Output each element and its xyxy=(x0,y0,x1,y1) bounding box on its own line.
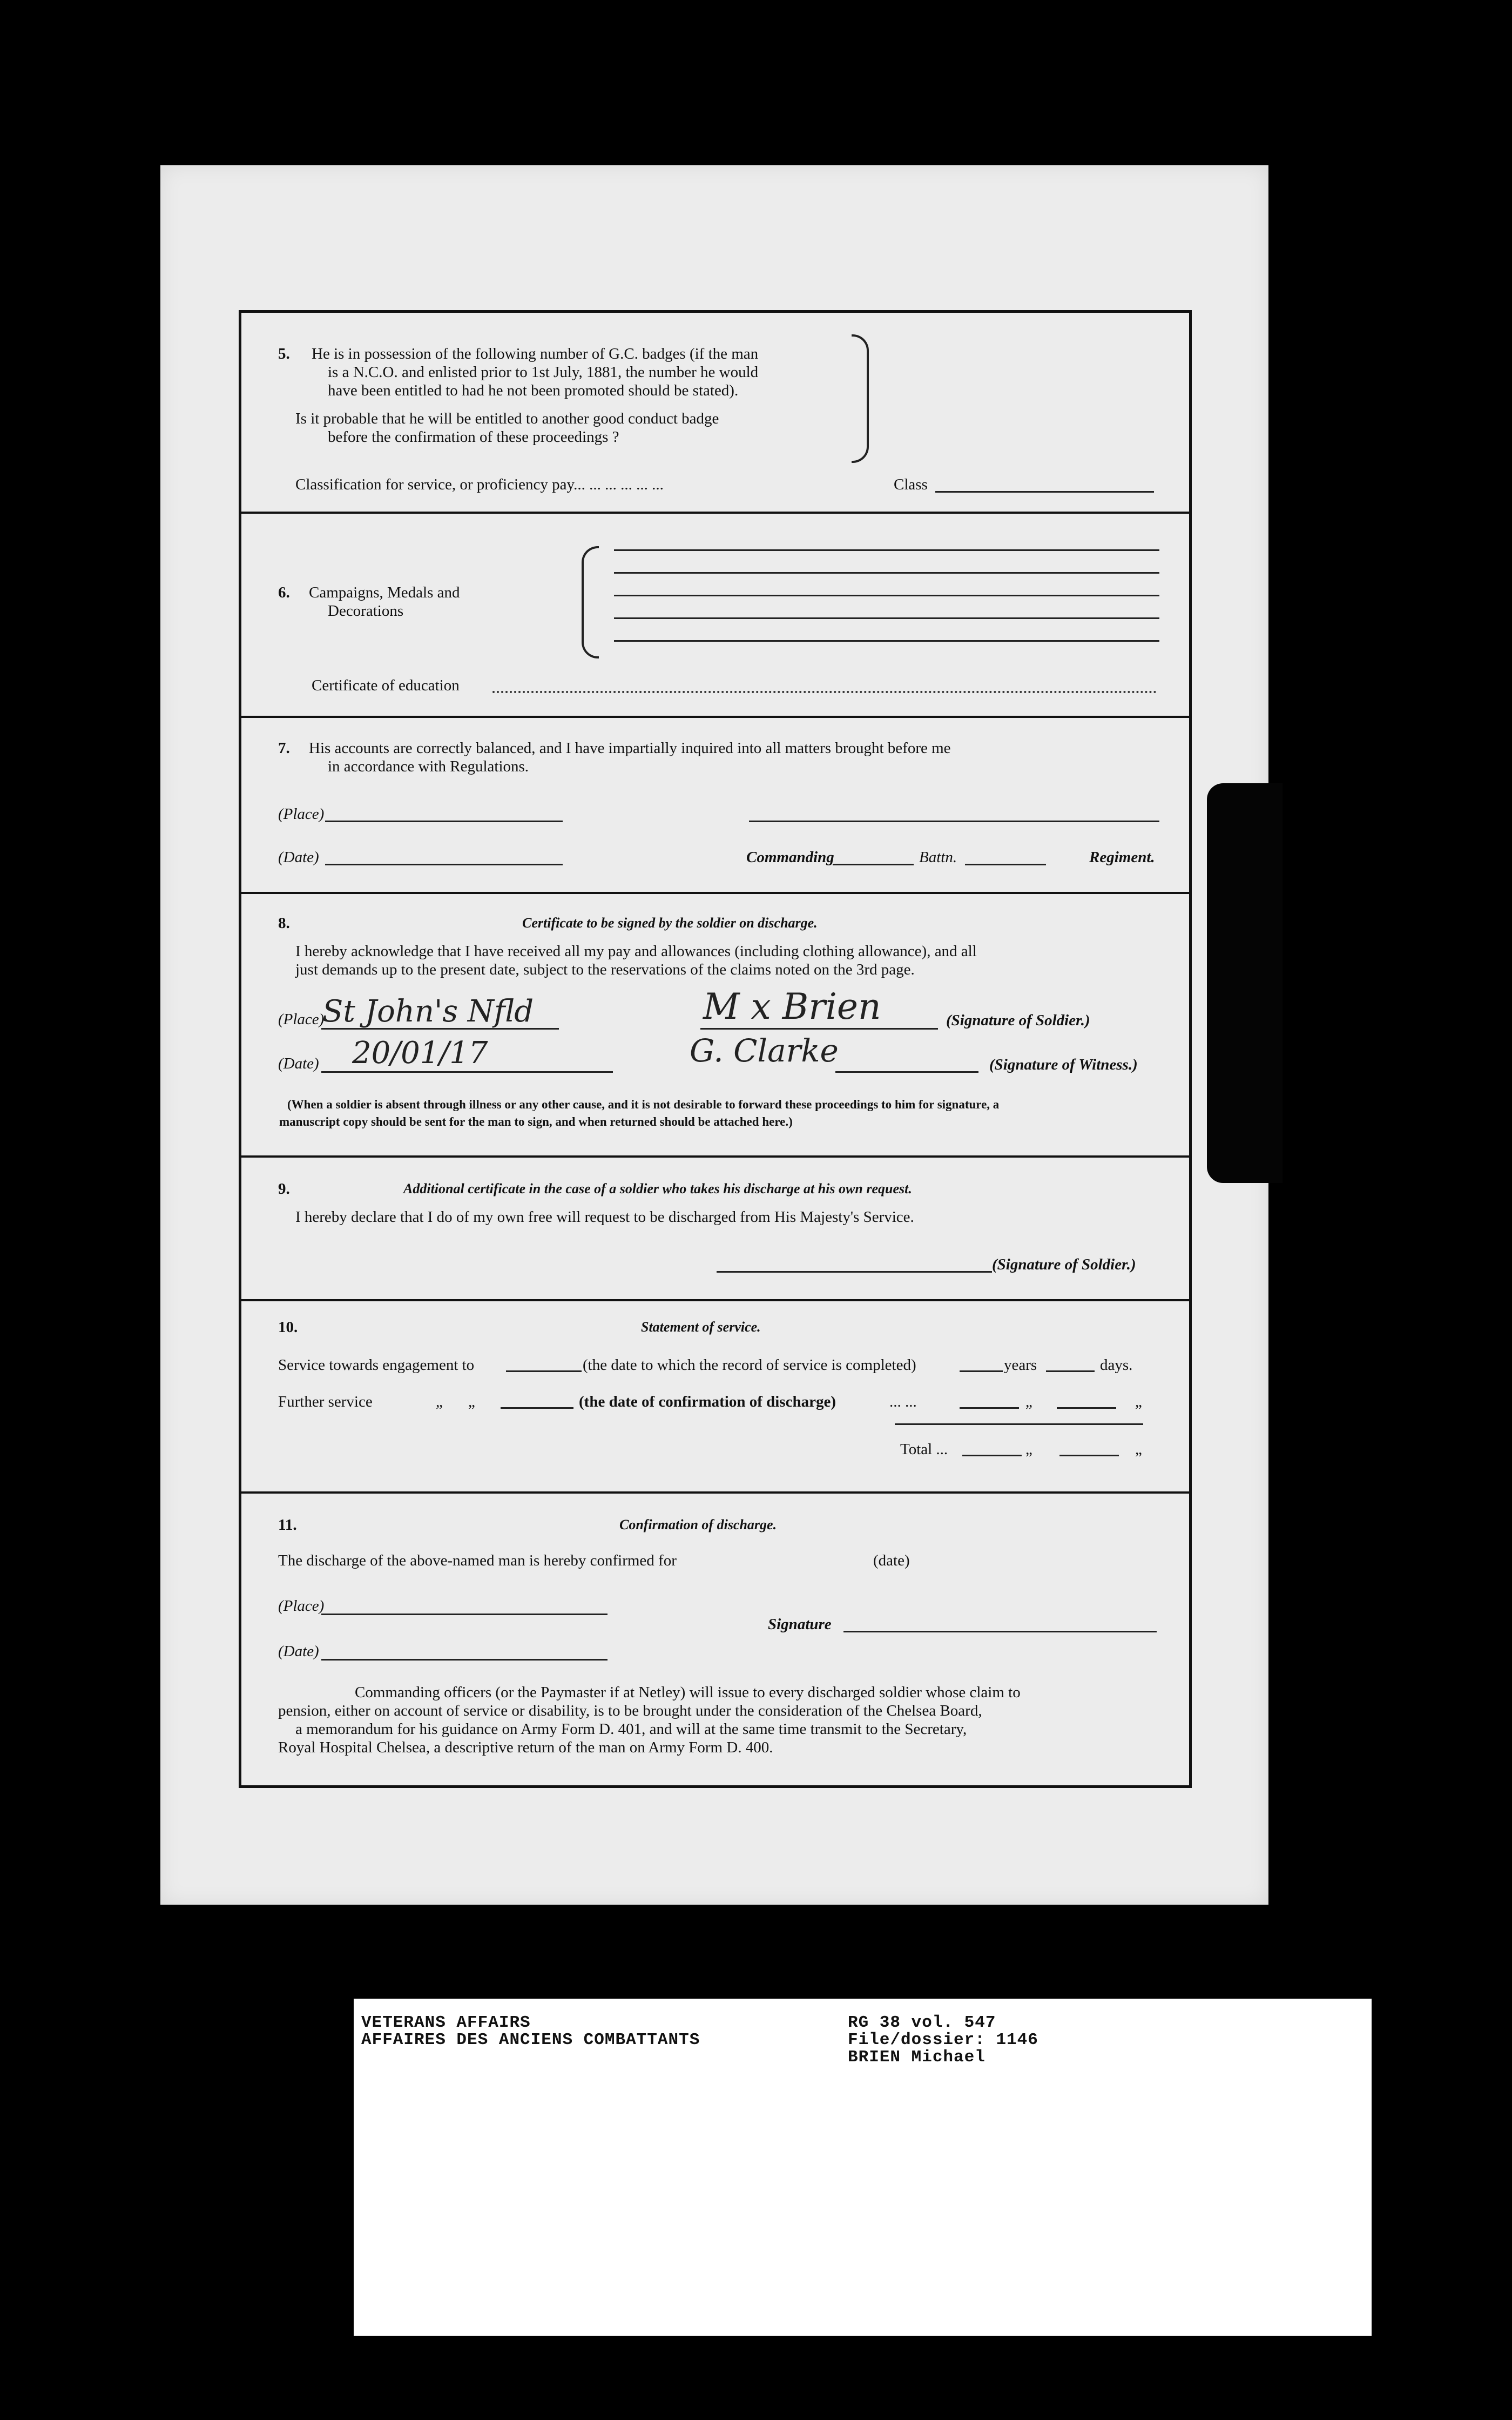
commanding-sig-line xyxy=(749,821,1159,822)
signature-label: Signature xyxy=(768,1616,832,1633)
commanding-label: Commanding xyxy=(746,849,834,866)
section-9 xyxy=(241,1158,1189,1301)
campaign-line-1 xyxy=(614,549,1159,551)
label-ref-volume: RG 38 vol. 547 xyxy=(848,2013,996,2032)
battn-line xyxy=(965,864,1046,865)
years-label: years xyxy=(1004,1356,1037,1374)
section-5-text-5: before the confirmation of these proceedings ? xyxy=(328,428,619,446)
ditto-4: „ xyxy=(1135,1393,1142,1410)
witness-sig-label: (Signature of Witness.) xyxy=(989,1056,1138,1073)
total-days-line xyxy=(1059,1455,1119,1456)
place-handwritten: St John's Nfld xyxy=(322,994,534,1029)
section-6-number: 6. xyxy=(278,584,290,601)
section-8-text-1: I hereby acknowledge that I have received all my pay and allowances (including clothing allowance), and all xyxy=(295,943,977,960)
note-line-2: pension, either on account of service or disability, is to be brought under the consideration of the Chelsea Board, xyxy=(278,1702,982,1719)
service-engagement-label: Service towards engagement to xyxy=(278,1356,475,1374)
section-8-text-2: just demands up to the present date, subject to the reservations of the claims noted on the 3rd page. xyxy=(295,961,915,978)
education-label: Certificate of education xyxy=(312,677,460,694)
section-8-note-2: manuscript copy should be sent for the man to sign, and when returned should be attached here.) xyxy=(279,1115,793,1128)
section-9-sig-label: (Signature of Soldier.) xyxy=(992,1256,1136,1273)
section-5 xyxy=(241,313,1189,514)
discharge-form xyxy=(239,310,1192,1788)
date-label: (Date) xyxy=(278,1055,319,1072)
soldier-sig-label: (Signature of Soldier.) xyxy=(946,1012,1090,1029)
section-9-heading: Additional certificate in the case of a soldier who takes his discharge at his own request. xyxy=(403,1181,912,1196)
engagement-date-line xyxy=(506,1370,582,1372)
commanding-line xyxy=(833,864,914,865)
witness-sig-line xyxy=(835,1071,978,1073)
place-line xyxy=(321,1028,559,1030)
class-line xyxy=(935,491,1154,493)
section-9-sig-line xyxy=(717,1271,992,1273)
total-years-line xyxy=(962,1455,1022,1456)
total-label: Total ... xyxy=(900,1441,948,1458)
section-8-number: 8. xyxy=(278,915,290,932)
note-line-1: Commanding officers (or the Paymaster if at Netley) will issue to every discharged soldier whose claim to xyxy=(355,1684,1021,1701)
section-5-text-1: He is in possession of the following number of G.C. badges (if the man xyxy=(312,345,759,362)
campaign-line-5 xyxy=(614,640,1159,642)
dots-label: ... ... xyxy=(889,1393,917,1410)
regiment-label: Regiment. xyxy=(1089,849,1155,866)
section-5-text-3: have been entitled to had he not been promoted should be stated). xyxy=(328,382,739,399)
section-7-text-2: in accordance with Regulations. xyxy=(328,758,529,775)
place-line xyxy=(321,1614,608,1615)
date-line xyxy=(321,1659,608,1661)
section-9-number: 9. xyxy=(278,1180,290,1198)
section-9-text: I hereby declare that I do of my own free will request to be discharged from His Majesty's Service. xyxy=(295,1208,914,1226)
soldier-sig-line xyxy=(700,1028,938,1030)
section-11 xyxy=(241,1494,1189,1785)
days-label: days. xyxy=(1100,1356,1133,1374)
days-line xyxy=(1046,1370,1095,1372)
section-5-text-2: is a N.C.O. and enlisted prior to 1st July, 1881, the number he would xyxy=(328,364,759,381)
decorations-label: Decorations xyxy=(328,602,404,620)
section-11-heading: Confirmation of discharge. xyxy=(619,1517,777,1532)
class-label: Class xyxy=(894,476,928,493)
ditto-5: „ xyxy=(1025,1441,1032,1458)
date-paren: (date) xyxy=(873,1552,910,1569)
section-7-text-1: His accounts are correctly balanced, and I have impartially inquired into all matters brought before me xyxy=(309,740,951,757)
note-line-3: a memorandum for his guidance on Army Form D. 401, and will at the same time transmit to the Secretary, xyxy=(295,1720,967,1738)
section-5-text-4: Is it probable that he will be entitled to another good conduct badge xyxy=(295,410,719,427)
section-8-note-1: (When a soldier is absent through illness or any other cause, and it is not desirable to forward these proceedings to him for signature, a xyxy=(287,1098,1000,1111)
years-line xyxy=(960,1370,1003,1372)
place-label: (Place) xyxy=(278,1597,325,1615)
section-7 xyxy=(241,718,1189,894)
date-label: (Date) xyxy=(278,849,319,866)
section-5-brace xyxy=(852,334,869,463)
section-6 xyxy=(241,514,1189,718)
place-line xyxy=(325,821,563,822)
section-11-number: 11. xyxy=(278,1516,297,1534)
label-dept-fr: AFFAIRES DES ANCIENS COMBATTANTS xyxy=(361,2031,700,2049)
label-ref-name: BRIEN Michael xyxy=(848,2048,986,2067)
label-dept-en: VETERANS AFFAIRS xyxy=(361,2013,531,2032)
witness-signature: G. Clarke xyxy=(690,1032,839,1069)
soldier-signature: M x Brien xyxy=(703,986,881,1027)
ditto-6: „ xyxy=(1135,1441,1142,1458)
classification-label: Classification for service, or proficiency pay... ... ... ... ... ... xyxy=(295,476,664,493)
section-10-heading: Statement of service. xyxy=(641,1319,761,1335)
ditto-1: „ xyxy=(436,1393,443,1410)
section-7-number: 7. xyxy=(278,740,290,757)
total-rule xyxy=(895,1423,1143,1425)
signature-line xyxy=(843,1631,1157,1632)
ditto-2: „ xyxy=(468,1393,475,1410)
label-ref-file: File/dossier: 1146 xyxy=(848,2031,1038,2049)
further-service-label: Further service xyxy=(278,1393,373,1410)
section-8 xyxy=(241,894,1189,1158)
confirmation-text: The discharge of the above-named man is hereby confirmed for xyxy=(278,1552,677,1569)
note-line-4: Royal Hospital Chelsea, a descriptive return of the man on Army Form D. 400. xyxy=(278,1739,773,1756)
section-6-brace xyxy=(582,546,599,658)
further-date-line xyxy=(501,1407,573,1409)
battn-label: Battn. xyxy=(919,849,957,866)
campaign-line-2 xyxy=(614,572,1159,574)
archive-label xyxy=(354,1999,1372,2336)
section-10-number: 10. xyxy=(278,1319,298,1336)
date-line xyxy=(321,1071,613,1073)
campaign-line-3 xyxy=(614,595,1159,596)
date-label: (Date) xyxy=(278,1643,319,1660)
place-label: (Place) xyxy=(278,1011,325,1028)
date-handwritten: 20/01/17 xyxy=(352,1036,488,1071)
section-8-heading: Certificate to be signed by the soldier on discharge. xyxy=(522,915,818,931)
further-years-line xyxy=(960,1407,1019,1409)
section-10 xyxy=(241,1301,1189,1494)
date-line xyxy=(325,864,563,865)
education-line xyxy=(492,691,1157,693)
campaign-line-4 xyxy=(614,617,1159,619)
campaigns-label: Campaigns, Medals and xyxy=(309,584,460,601)
confirmation-date-label: (the date of confirmation of discharge) xyxy=(579,1393,836,1410)
place-label: (Place) xyxy=(278,805,325,823)
record-completed-label: (the date to which the record of service is completed) xyxy=(583,1356,916,1374)
section-5-number: 5. xyxy=(278,345,290,362)
page-tab-shadow xyxy=(1207,783,1282,1183)
further-days-line xyxy=(1057,1407,1116,1409)
ditto-3: „ xyxy=(1025,1393,1032,1410)
